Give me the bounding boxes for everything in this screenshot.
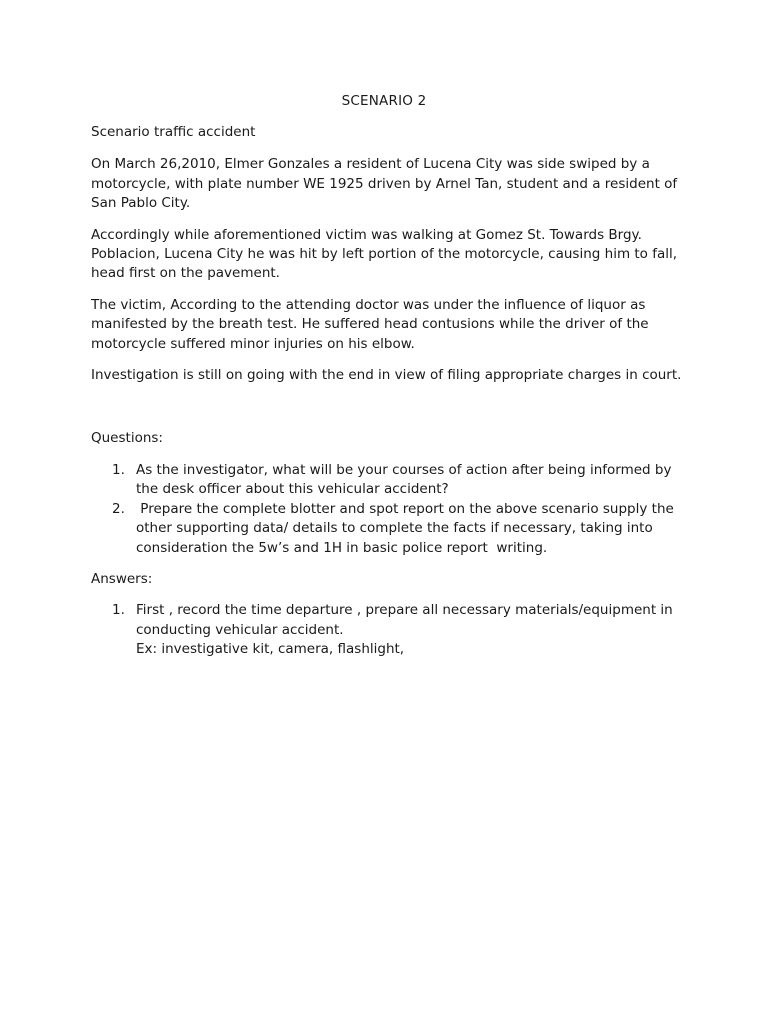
answers-heading: Answers: — [91, 570, 153, 587]
questions-list — [91, 461, 691, 558]
list-number: 1. — [112, 602, 125, 619]
answers-list — [91, 601, 691, 659]
paragraph-findings: The victim, According to the attending doctor was under the influence of liquor as manifested by the breath test. He suffered head contusions while the driver of the motorcycle suffered minor injuries on his elbow. — [91, 296, 649, 352]
document-title: SCENARIO 2 — [341, 93, 427, 109]
questions-heading: Questions: — [91, 430, 163, 447]
question-text: Prepare the complete blotter and spot report on the above scenario supply the other supporting data/ details to complete the facts if necessary, taking into consideration the 5w’s and 1H in basic police report writing. — [136, 500, 679, 556]
scenario-subtitle: Scenario traffic accident — [91, 124, 256, 140]
answer-example: Ex: investigative kit, camera, flashlight, — [136, 641, 405, 658]
answer-text: First , record the time departure , prepare all necessary materials/equipment in conducting vehicular accident. — [136, 602, 673, 638]
paragraph-circumstances: Accordingly while aforementioned victim was walking at Gomez St. Towards Brgy. Poblacion, Lucena City he was hit by left portion of the motorcycle, causing him to fall, head first on the pavement. — [91, 226, 678, 282]
paragraph-investigation-status: Investigation is still on going with the end in view of filing appropriate charges in court. — [91, 367, 682, 384]
question-text: As the investigator, what will be your courses of action after being informed by the desk officer about this vehicular accident? — [136, 461, 672, 498]
paragraph-incident: On March 26,2010, Elmer Gonzales a resident of Lucena City was side swiped by a motorcycle, with plate number WE 1925 driven by Arnel Tan, student and a resident of San Pablo City. — [91, 156, 678, 212]
list-item-question-2 — [91, 500, 691, 558]
list-item-answer-1 — [91, 601, 691, 659]
document-body — [91, 123, 691, 660]
list-item-question-1 — [91, 461, 691, 500]
list-number: 2. — [112, 500, 125, 517]
list-number: 1. — [112, 461, 125, 478]
